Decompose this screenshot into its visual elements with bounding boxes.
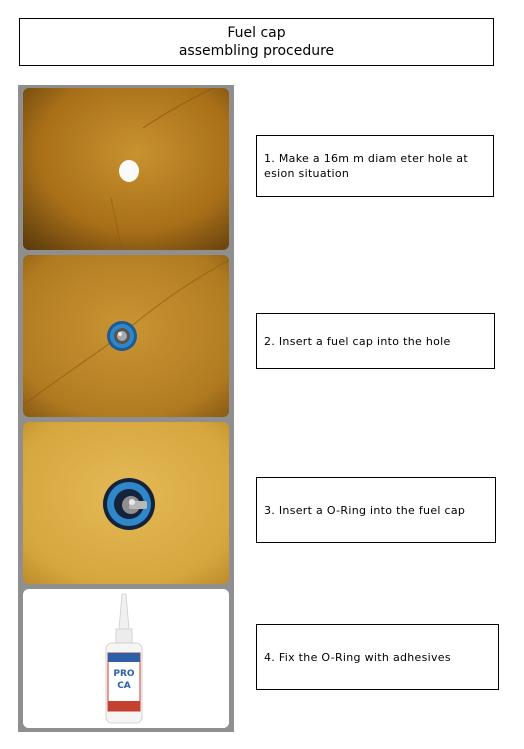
step-1-text: 1. Make a 16m m diam eter hole at esion situation — [264, 152, 468, 180]
o-ring-inserted-photo — [23, 422, 229, 584]
hole-circle — [119, 160, 139, 182]
fuel-cap-inserted-photo — [23, 255, 229, 417]
svg-text:CA: CA — [117, 681, 131, 691]
step-4-text: 4. Fix the O-Ring with adhesives — [264, 650, 451, 664]
step-2-box — [256, 313, 495, 369]
step-3-text: 3. Insert a O-Ring into the fuel cap — [264, 503, 466, 517]
step-3-box — [256, 477, 496, 543]
photo-strip — [18, 85, 234, 732]
adhesive-bottle-photo — [23, 589, 229, 728]
title-line-1: Fuel cap — [227, 25, 286, 41]
svg-text:PRO: PRO — [113, 669, 135, 679]
step-2-text: 2. Insert a fuel cap into the hole — [264, 334, 451, 348]
step-1-box — [256, 135, 494, 197]
title-line-2: assembling procedure — [178, 43, 335, 59]
step-4-box — [256, 624, 499, 690]
hole-photo — [23, 88, 229, 250]
title-box — [19, 18, 494, 66]
